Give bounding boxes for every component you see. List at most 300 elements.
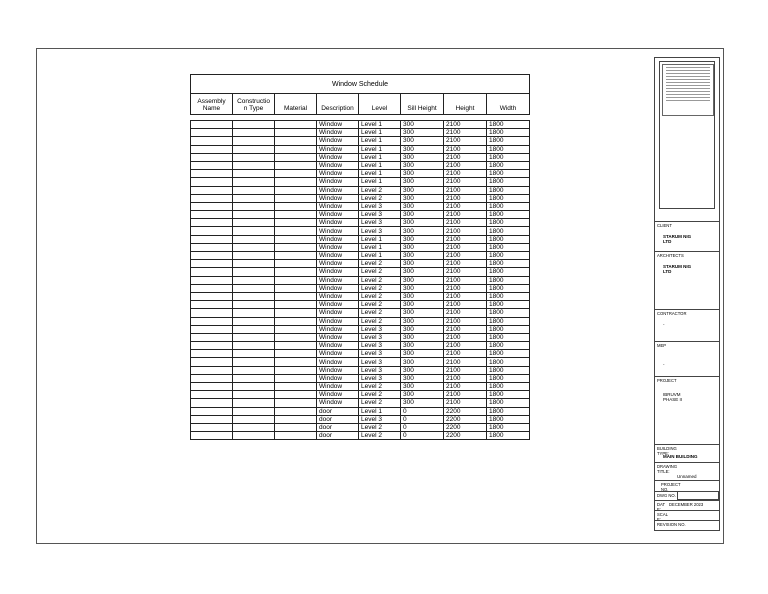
notes-box <box>659 61 715 209</box>
table-cell: 300 <box>401 137 444 145</box>
table-cell <box>233 268 275 276</box>
table-cell: 1800 <box>487 178 530 186</box>
table-cell: 300 <box>401 129 444 137</box>
table-cell: 1800 <box>487 252 530 260</box>
table-cell <box>191 161 233 169</box>
notes-text-block <box>662 64 714 116</box>
client-cell <box>655 221 719 251</box>
table-cell <box>275 342 317 350</box>
table-cell: Level 1 <box>359 407 401 415</box>
table-cell: 1800 <box>487 186 530 194</box>
table-cell <box>233 161 275 169</box>
column-header: Description <box>317 94 359 115</box>
table-cell: Level 3 <box>359 333 401 341</box>
client-value: STARUM NIG LTD <box>663 234 692 244</box>
table-cell <box>233 235 275 243</box>
table-cell <box>191 284 233 292</box>
table-cell: 300 <box>401 309 444 317</box>
table-cell: 300 <box>401 202 444 210</box>
table-cell: Window <box>317 383 359 391</box>
table-cell <box>233 292 275 300</box>
table-cell <box>275 423 317 431</box>
table-cell: 2100 <box>444 292 487 300</box>
client-label: CLIENT <box>657 223 672 228</box>
table-cell: 300 <box>401 161 444 169</box>
table-cell: 300 <box>401 219 444 227</box>
table-cell <box>233 202 275 210</box>
table-cell: Window <box>317 333 359 341</box>
contractor-cell <box>655 309 719 341</box>
table-cell: 300 <box>401 194 444 202</box>
table-cell <box>233 145 275 153</box>
table-cell: Level 3 <box>359 211 401 219</box>
table-cell: 2100 <box>444 399 487 407</box>
table-cell: 2100 <box>444 366 487 374</box>
table-row <box>191 252 530 260</box>
table-cell: Window <box>317 399 359 407</box>
table-cell: 1800 <box>487 219 530 227</box>
table-cell: 300 <box>401 301 444 309</box>
table-row <box>191 309 530 317</box>
table-cell: Window <box>317 170 359 178</box>
table-cell: 300 <box>401 374 444 382</box>
table-cell: 1800 <box>487 423 530 431</box>
table-cell: 2100 <box>444 284 487 292</box>
table-cell: Level 2 <box>359 186 401 194</box>
table-cell: Level 2 <box>359 194 401 202</box>
table-cell <box>275 252 317 260</box>
table-cell: Level 3 <box>359 374 401 382</box>
table-row <box>191 194 530 202</box>
table-cell: Level 3 <box>359 350 401 358</box>
table-cell: Level 2 <box>359 301 401 309</box>
table-cell <box>233 137 275 145</box>
table-cell <box>275 432 317 440</box>
table-cell: Level 1 <box>359 153 401 161</box>
table-cell <box>275 301 317 309</box>
table-cell: Level 3 <box>359 227 401 235</box>
table-cell <box>233 432 275 440</box>
table-cell: 300 <box>401 235 444 243</box>
date-value: DECEMBER 2023 <box>669 502 704 507</box>
table-cell: Window <box>317 260 359 268</box>
table-cell: 1800 <box>487 309 530 317</box>
project-no-cell <box>655 480 719 491</box>
table-row <box>191 219 530 227</box>
table-cell <box>191 243 233 251</box>
table-cell: Window <box>317 366 359 374</box>
revision-cell <box>655 520 719 531</box>
table-cell <box>191 129 233 137</box>
table-cell: 300 <box>401 383 444 391</box>
table-cell: Window <box>317 186 359 194</box>
table-cell <box>275 129 317 137</box>
table-cell: 2100 <box>444 145 487 153</box>
table-cell <box>191 366 233 374</box>
window-schedule <box>190 74 529 440</box>
table-cell: Window <box>317 252 359 260</box>
table-cell: 2100 <box>444 276 487 284</box>
table-cell <box>233 284 275 292</box>
table-cell <box>233 342 275 350</box>
table-row <box>191 211 530 219</box>
table-row <box>191 366 530 374</box>
table-cell: 2200 <box>444 415 487 423</box>
table-cell: 1800 <box>487 129 530 137</box>
table-cell: 300 <box>401 243 444 251</box>
building-type-cell <box>655 444 719 462</box>
table-row <box>191 137 530 145</box>
contractor-value: - <box>663 322 665 327</box>
table-cell: Level 1 <box>359 170 401 178</box>
table-cell: Level 3 <box>359 325 401 333</box>
table-cell <box>233 219 275 227</box>
table-cell <box>233 383 275 391</box>
table-cell: door <box>317 423 359 431</box>
table-cell: Window <box>317 219 359 227</box>
table-cell: Level 2 <box>359 260 401 268</box>
table-cell: 300 <box>401 227 444 235</box>
dwg-no-cell <box>655 491 719 500</box>
table-cell: 1800 <box>487 374 530 382</box>
table-cell: 1800 <box>487 276 530 284</box>
revision-label: REVISION NO. <box>657 522 686 527</box>
table-cell <box>233 374 275 382</box>
table-cell <box>275 317 317 325</box>
table-row <box>191 342 530 350</box>
table-cell: 1800 <box>487 211 530 219</box>
table-cell: 300 <box>401 268 444 276</box>
mep-cell <box>655 341 719 376</box>
table-cell <box>275 284 317 292</box>
table-cell: 300 <box>401 186 444 194</box>
table-cell: Window <box>317 243 359 251</box>
building-type-label: BUILDING TYPE: <box>657 446 677 456</box>
table-cell <box>275 161 317 169</box>
table-cell: 1800 <box>487 170 530 178</box>
table-cell: 2100 <box>444 219 487 227</box>
table-cell: 300 <box>401 391 444 399</box>
table-cell <box>191 137 233 145</box>
table-cell: 300 <box>401 292 444 300</box>
table-cell <box>191 333 233 341</box>
table-cell: 1800 <box>487 194 530 202</box>
table-cell: 2100 <box>444 268 487 276</box>
table-cell: 2100 <box>444 121 487 129</box>
table-cell <box>233 276 275 284</box>
table-cell <box>275 235 317 243</box>
table-cell: Level 2 <box>359 423 401 431</box>
table-cell <box>191 252 233 260</box>
table-row <box>191 333 530 341</box>
table-cell <box>191 219 233 227</box>
table-row <box>191 350 530 358</box>
table-cell: 1800 <box>487 342 530 350</box>
schedule-table <box>190 74 530 440</box>
table-cell <box>191 178 233 186</box>
table-cell <box>275 145 317 153</box>
table-cell: 300 <box>401 170 444 178</box>
table-cell: Level 3 <box>359 358 401 366</box>
table-cell <box>191 325 233 333</box>
table-cell: 1800 <box>487 366 530 374</box>
table-cell <box>233 407 275 415</box>
table-cell: 2100 <box>444 260 487 268</box>
table-cell <box>233 129 275 137</box>
table-cell: 300 <box>401 366 444 374</box>
table-cell <box>191 260 233 268</box>
table-cell: 0 <box>401 423 444 431</box>
dwg-no-box <box>677 491 719 500</box>
table-cell: Level 3 <box>359 342 401 350</box>
table-cell <box>233 153 275 161</box>
table-cell <box>191 194 233 202</box>
table-cell: Level 2 <box>359 432 401 440</box>
table-cell: Window <box>317 350 359 358</box>
table-cell <box>191 292 233 300</box>
architects-label: ARCHITECTS <box>657 253 684 258</box>
table-cell <box>191 211 233 219</box>
table-cell <box>275 243 317 251</box>
table-cell <box>275 227 317 235</box>
table-cell: 2100 <box>444 383 487 391</box>
table-cell <box>191 342 233 350</box>
table-cell: door <box>317 407 359 415</box>
table-cell: Window <box>317 284 359 292</box>
table-cell: 1800 <box>487 415 530 423</box>
table-cell: Window <box>317 325 359 333</box>
table-cell: 300 <box>401 358 444 366</box>
table-row <box>191 325 530 333</box>
table-cell <box>275 358 317 366</box>
table-cell <box>191 391 233 399</box>
scale-label: SCAL E: <box>657 512 668 522</box>
column-header: Constructio n Type <box>233 94 275 115</box>
table-cell: 300 <box>401 333 444 341</box>
table-cell: Level 2 <box>359 276 401 284</box>
table-cell: Window <box>317 235 359 243</box>
table-cell: 0 <box>401 407 444 415</box>
table-cell: Window <box>317 292 359 300</box>
table-cell: Level 2 <box>359 284 401 292</box>
table-cell: 2100 <box>444 137 487 145</box>
table-cell: 2100 <box>444 211 487 219</box>
table-cell: 2100 <box>444 170 487 178</box>
table-cell: Level 3 <box>359 202 401 210</box>
table-cell: 1800 <box>487 260 530 268</box>
table-cell: 2100 <box>444 194 487 202</box>
table-cell: 1800 <box>487 137 530 145</box>
table-cell: 1800 <box>487 145 530 153</box>
table-row <box>191 317 530 325</box>
table-cell: Window <box>317 161 359 169</box>
table-cell: 1800 <box>487 284 530 292</box>
table-cell <box>275 383 317 391</box>
table-cell <box>233 415 275 423</box>
table-cell: 2100 <box>444 350 487 358</box>
table-cell <box>233 391 275 399</box>
table-cell: Window <box>317 391 359 399</box>
table-row <box>191 432 530 440</box>
table-cell <box>233 186 275 194</box>
table-cell: Level 1 <box>359 129 401 137</box>
table-cell: 2100 <box>444 252 487 260</box>
table-cell <box>275 219 317 227</box>
table-cell <box>275 415 317 423</box>
table-cell: 2200 <box>444 423 487 431</box>
table-cell <box>191 350 233 358</box>
table-cell <box>275 194 317 202</box>
column-header: Sill Height <box>401 94 444 115</box>
table-cell: Window <box>317 227 359 235</box>
table-cell <box>233 178 275 186</box>
table-cell: 1800 <box>487 161 530 169</box>
architects-cell <box>655 251 719 309</box>
table-cell: 2100 <box>444 374 487 382</box>
table-cell: 1800 <box>487 121 530 129</box>
table-cell: 1800 <box>487 407 530 415</box>
table-cell: 1800 <box>487 292 530 300</box>
table-row <box>191 407 530 415</box>
schedule-title: Window Schedule <box>191 75 530 94</box>
table-cell <box>191 121 233 129</box>
table-cell: 300 <box>401 342 444 350</box>
table-cell: Level 3 <box>359 415 401 423</box>
table-cell <box>233 399 275 407</box>
table-cell: 300 <box>401 211 444 219</box>
table-row <box>191 391 530 399</box>
table-cell: Window <box>317 301 359 309</box>
table-row <box>191 268 530 276</box>
building-type-value: MAIN BUILDING <box>663 454 698 459</box>
table-cell <box>233 317 275 325</box>
table-row <box>191 260 530 268</box>
table-cell: 2100 <box>444 342 487 350</box>
table-cell: 1800 <box>487 227 530 235</box>
table-cell <box>275 178 317 186</box>
table-cell <box>233 252 275 260</box>
table-row <box>191 292 530 300</box>
table-cell <box>191 415 233 423</box>
table-cell: Window <box>317 276 359 284</box>
table-cell <box>275 170 317 178</box>
table-cell: 0 <box>401 432 444 440</box>
table-cell: Level 2 <box>359 399 401 407</box>
table-cell <box>191 186 233 194</box>
table-cell: Window <box>317 202 359 210</box>
column-header: Level <box>359 94 401 115</box>
schedule-body <box>191 121 530 440</box>
table-cell: Level 1 <box>359 121 401 129</box>
table-cell: Window <box>317 358 359 366</box>
table-cell <box>191 276 233 284</box>
table-cell <box>233 366 275 374</box>
table-cell <box>191 399 233 407</box>
table-cell <box>191 407 233 415</box>
title-block <box>654 57 720 531</box>
table-cell <box>275 121 317 129</box>
table-cell <box>275 399 317 407</box>
table-cell: door <box>317 432 359 440</box>
table-cell <box>191 358 233 366</box>
table-cell <box>233 309 275 317</box>
table-cell: Window <box>317 211 359 219</box>
table-cell <box>191 423 233 431</box>
table-cell: Level 2 <box>359 317 401 325</box>
table-cell <box>191 145 233 153</box>
table-row <box>191 415 530 423</box>
column-header: Assembly Name <box>191 94 233 115</box>
table-cell: 2100 <box>444 227 487 235</box>
table-cell: Window <box>317 317 359 325</box>
table-cell <box>233 211 275 219</box>
project-label: PROJECT <box>657 378 677 383</box>
table-cell: Window <box>317 374 359 382</box>
table-cell: 1800 <box>487 432 530 440</box>
table-row <box>191 284 530 292</box>
table-cell <box>275 407 317 415</box>
table-cell <box>275 309 317 317</box>
table-cell: 2100 <box>444 153 487 161</box>
table-cell: Level 1 <box>359 235 401 243</box>
table-cell: Window <box>317 153 359 161</box>
table-cell <box>233 325 275 333</box>
table-cell: Level 2 <box>359 383 401 391</box>
table-cell <box>275 292 317 300</box>
drawing-title-label: DRAWING TITLE: <box>657 464 678 474</box>
table-cell: Level 1 <box>359 252 401 260</box>
table-cell <box>233 194 275 202</box>
table-cell: 300 <box>401 350 444 358</box>
table-cell: Level 1 <box>359 243 401 251</box>
table-row <box>191 423 530 431</box>
table-cell: 1800 <box>487 383 530 391</box>
table-cell: 2100 <box>444 186 487 194</box>
table-cell: Level 1 <box>359 145 401 153</box>
table-cell <box>233 350 275 358</box>
table-cell: 300 <box>401 121 444 129</box>
table-cell: 1800 <box>487 243 530 251</box>
column-header: Width <box>487 94 530 115</box>
table-cell <box>233 260 275 268</box>
table-cell: 2200 <box>444 432 487 440</box>
table-cell: 300 <box>401 260 444 268</box>
project-cell <box>655 376 719 444</box>
table-cell: 2100 <box>444 129 487 137</box>
table-cell: 2100 <box>444 325 487 333</box>
table-cell: 1800 <box>487 268 530 276</box>
table-cell: 0 <box>401 415 444 423</box>
table-cell <box>275 260 317 268</box>
table-cell <box>275 350 317 358</box>
table-cell <box>275 202 317 210</box>
dwg-no-label: DWG NO. <box>657 493 676 498</box>
table-cell <box>191 383 233 391</box>
table-cell <box>275 325 317 333</box>
schedule-header-row <box>191 94 530 115</box>
mep-value: - <box>663 362 665 367</box>
table-cell: 2100 <box>444 301 487 309</box>
table-cell: 2200 <box>444 407 487 415</box>
table-row <box>191 178 530 186</box>
table-cell: 300 <box>401 325 444 333</box>
table-cell: Level 1 <box>359 178 401 186</box>
table-cell: 1800 <box>487 325 530 333</box>
table-cell: Level 2 <box>359 268 401 276</box>
date-label: DAT E: <box>657 502 665 512</box>
table-cell <box>233 227 275 235</box>
table-cell: 2100 <box>444 317 487 325</box>
